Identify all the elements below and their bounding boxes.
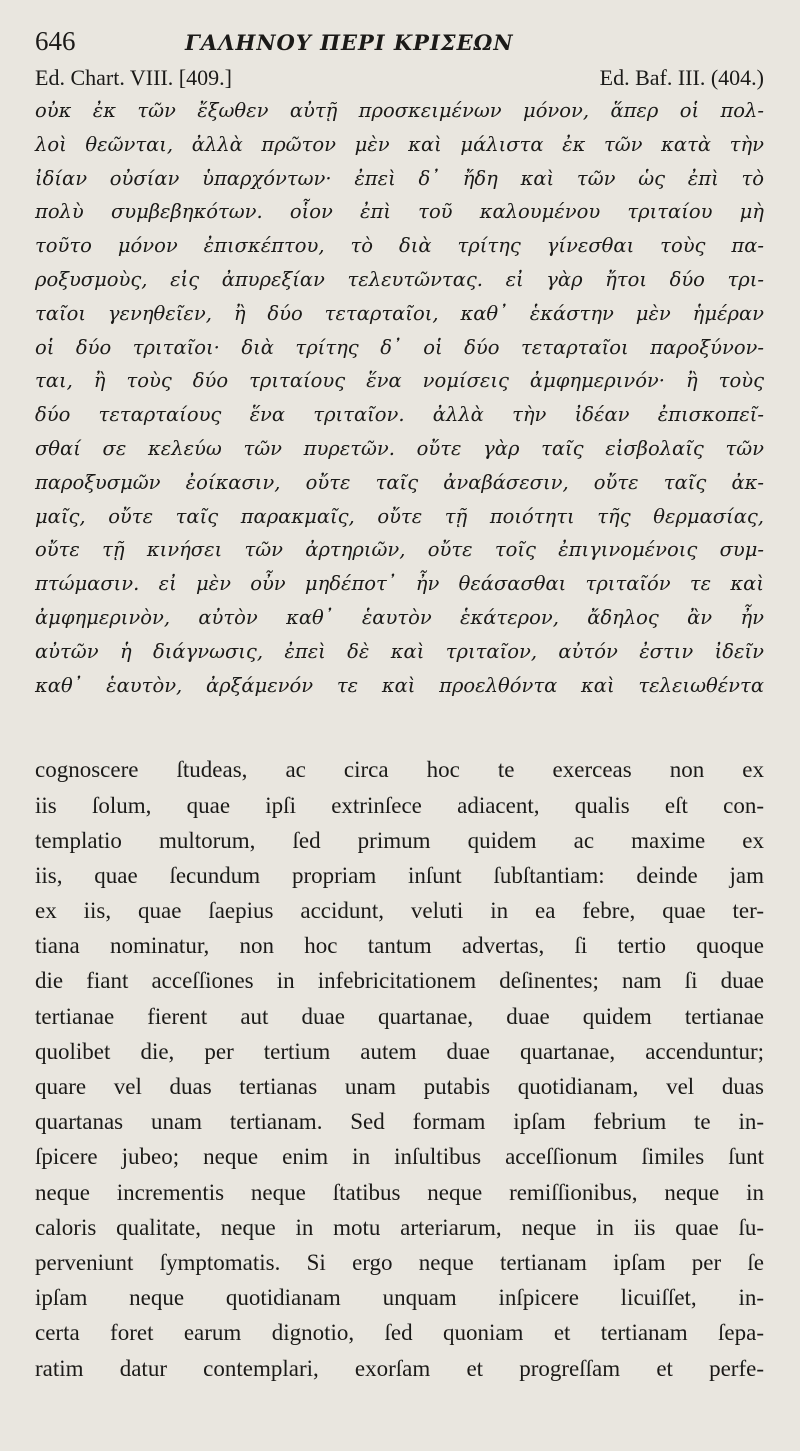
greek-line: οὔτε τῇ κινήσει τῶν ἀρτηριῶν, οὔτε τοῖς ἐπιγινομένοις συμ-: [35, 538, 764, 562]
edition-references: [35, 64, 764, 92]
latin-line: certa foret earum dignotio, ſed quoniam et tertianam ſepa-: [35, 1320, 764, 1346]
latin-line: ex iis, quae ſaepius accidunt, veluti in ea febre, quae ter-: [35, 898, 764, 924]
running-head: [35, 26, 764, 64]
greek-line: ροξυσμοὺς, εἰς ἀπυρεξίαν τελευτῶντας. εἰ γὰρ ἤτοι δύο τρι-: [35, 267, 764, 291]
latin-line: tertianae fierent aut duae quartanae, duae quidem tertianae: [35, 1003, 764, 1029]
greek-line: παροξυσμῶν ἐοίκασιν, οὔτε ταῖς ἀναβάσεσιν, οὔτε ταῖς ἀκ-: [35, 470, 764, 494]
latin-line: templatio multorum, ſed primum quidem ac maxime ex: [35, 827, 764, 853]
greek-line: τοῦτο μόνον ἐπισκέπτου, τὸ διὰ τρίτης γίνεσθαι τοὺς πα-: [35, 234, 764, 258]
page-number: 646: [35, 26, 76, 56]
edition-chartier: Ed. Chart. VIII. [409.]: [35, 65, 232, 90]
greek-line: ἰδίαν οὐσίαν ὑπαρχόντων· ἐπεὶ δ᾽ ἤδη καὶ τῶν ὡς ἐπὶ τὸ: [35, 166, 764, 190]
latin-line: cognoscere ſtudeas, ac circa hoc te exerceas non ex: [35, 757, 764, 783]
greek-line: μαῖς, οὔτε ταῖς παρακμαῖς, οὔτε τῇ ποιότητι τῆς θερμασίας,: [35, 504, 764, 528]
latin-line: ſpicere jubeo; neque enim in inſultibus acceſſionum ſimiles ſunt: [35, 1144, 764, 1170]
greek-line: πτώμασιν. εἰ μὲν οὖν μηδέποτ᾽ ἦν θεάσασθαι τριταῖόν τε καὶ: [35, 572, 764, 596]
latin-line: ipſam neque quotidianam unquam inſpicere licuiſſet, in-: [35, 1285, 764, 1311]
latin-line: tiana nominatur, non hoc tantum advertas, ſi tertio quoque: [35, 933, 764, 959]
latin-line: iis, quae ſecundum propriam inſunt ſubſtantiam: deinde jam: [35, 862, 764, 888]
greek-line: ἀμφημερινὸν, αὐτὸν καθ᾽ ἑαυτὸν ἑκάτερον, ἄδηλος ἂν ἦν: [35, 605, 764, 629]
greek-line: ται, ἢ τοὺς δύο τριταίους ἕνα νομίσεις ἀμφημερινόν· ἢ τοὺς: [35, 369, 764, 393]
greek-line: δύο τεταρταίους ἕνα τριταῖον. ἀλλὰ τὴν ἰδέαν ἐπισκοπεῖ-: [35, 403, 764, 427]
greek-line: λοὶ θεῶνται, ἀλλὰ πρῶτον μὲν καὶ μάλιστα ἐκ τῶν κατὰ τὴν: [35, 132, 764, 156]
latin-line: quartanas unam tertianam. Sed formam ipſam febrium te in-: [35, 1109, 764, 1135]
latin-line: iis ſolum, quae ipſi extrinſece adiacent, qualis eſt con-: [35, 792, 764, 818]
greek-line: αὐτῶν ἡ διάγνωσις, ἐπεὶ δὲ καὶ τριταῖον, αὐτόν ἐστιν ἰδεῖν: [35, 639, 764, 663]
latin-line: ratim datur contemplari, exorſam et progreſſam et perfe-: [35, 1355, 764, 1381]
greek-line: οὐκ ἐκ τῶν ἔξωθεν αὐτῇ προσκειμένων μόνον, ἅπερ οἱ πολ-: [35, 99, 764, 122]
greek-line: σθαί σε κελεύω τῶν πυρετῶν. οὔτε γὰρ ταῖς εἰσβολαῖς τῶν: [35, 436, 764, 460]
edition-basel: Ed. Baf. III. (404.): [599, 65, 764, 90]
latin-line: die fiant acceſſiones in infebricitationem deſinentes; nam ſi duae: [35, 968, 764, 994]
latin-line: perveniunt ſymptomatis. Si ergo neque tertianam ipſam per ſe: [35, 1249, 764, 1275]
greek-line: καθ᾽ ἑαυτὸν, ἀρξάμενόν τε καὶ προελθόντα καὶ τελειωθέντα: [35, 673, 764, 697]
latin-translation: [35, 752, 764, 1385]
running-title: ΓΑΛΗΝΟΥ ΠΕΡΙ ΚΡΙΣΕΩΝ: [185, 30, 514, 55]
latin-line: caloris qualitate, neque in motu arteriarum, neque in iis quae ſu-: [35, 1214, 764, 1240]
greek-line: οἱ δύο τριταῖοι· διὰ τρίτης δ᾽ οἱ δύο τεταρταῖοι παροξύνον-: [35, 335, 764, 359]
greek-line: ταῖοι γενηθεῖεν, ἢ δύο τεταρταῖοι, καθ᾽ ἑκάστην μὲν ἡμέραν: [35, 301, 764, 325]
greek-text: [35, 94, 764, 702]
latin-line: neque incrementis neque ſtatibus neque remiſſionibus, neque in: [35, 1179, 764, 1205]
latin-line: quolibet die, per tertium autem duae quartanae, accenduntur;: [35, 1038, 764, 1064]
latin-line: quare vel duas tertianas unam putabis quotidianam, vel duas: [35, 1074, 764, 1100]
greek-line: πολὺ συμβεβηκότων. οἷον ἐπὶ τοῦ καλουμένου τριταίου μὴ: [35, 200, 764, 224]
